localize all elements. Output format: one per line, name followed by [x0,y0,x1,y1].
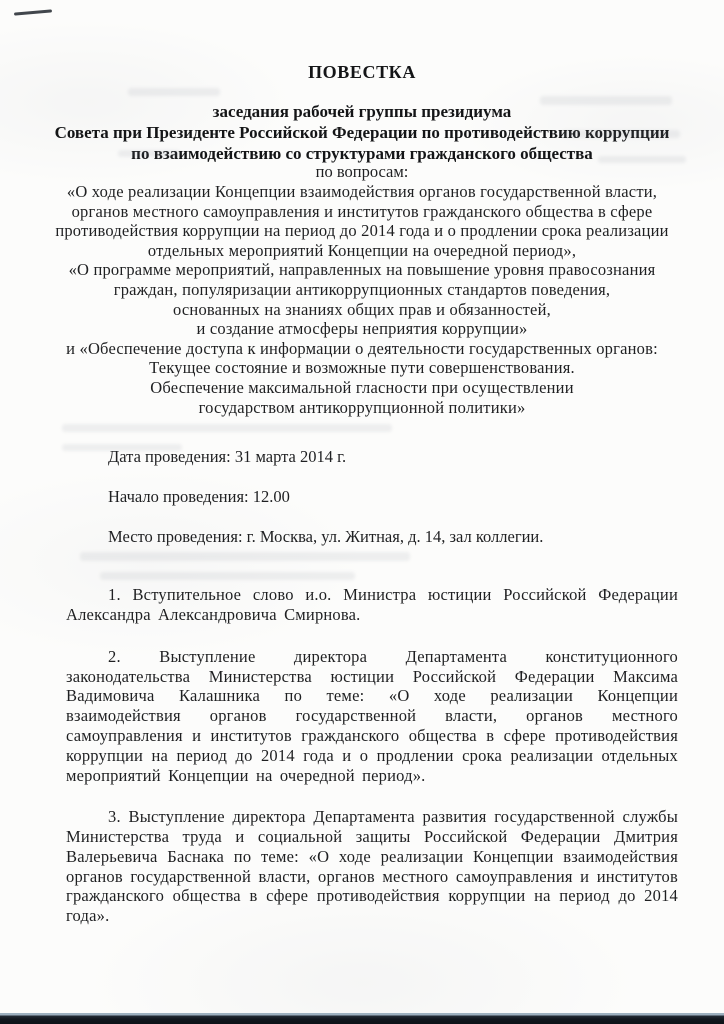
question-line: основанных на знаниях общих прав и обязанностей, [173,299,551,319]
heading-line-2: Совета при Президенте Российской Федерации по противодействию коррупции [54,123,670,142]
question-line: противодействия коррупции на период до 2014 года и о продлении срока реализации [55,221,669,241]
heading-line-3: по взаимодействию со структурами гражданского общества [131,144,593,163]
event-location: Место проведения: г. Москва, ул. Житная, д. 14, зал коллегии. [108,527,544,547]
question-line: и создание атмосферы неприятия коррупции» [196,319,528,339]
agenda-questions [0,182,724,417]
question-line: Обеспечение максимальной гласности при осуществлении [150,377,574,397]
heading-line-1: заседания рабочей группы президиума [212,102,512,121]
question-line: Текущее состояние и возможные пути совершенствования. [149,358,575,378]
document-title: ПОВЕСТКА [308,62,416,82]
question-line: «О ходе реализации Концепции взаимодействия органов государственной власти, [66,182,658,201]
meeting-heading [0,101,724,164]
agenda-item-3: 3. Выступление директора Департамента развития государственной службы Министерства труда и социальной защиты Российской Федерации Дмитрия Валерьевича Баснака по теме: «О ходе реализации Концепции взаимодействия органов государственной власти, органов местного самоуправления и институтов гражданского общества в сфере противодействия коррупции на период до 2014 года». [66,807,678,926]
question-line: «О программе мероприятий, направленных на повышение уровня правосознания [68,260,656,280]
event-date: Дата проведения: 31 марта 2014 г. [108,447,347,467]
scan-edge-artifact [0,1013,724,1024]
bleed-through-artifact [128,88,220,96]
pen-mark-artifact [14,9,52,15]
questions-intro: по вопросам: [315,162,409,181]
agenda-item-1: 1. Вступительное слово и.о. Министра юстиции Российской Федерации Александра Александровича Смирнова. [66,585,678,624]
question-line: отдельных мероприятий Концепции на очередной период», [147,240,577,260]
question-line: государством антикоррупционной политики» [198,397,526,417]
event-details [108,447,724,547]
agenda-items [66,585,678,926]
agenda-item-2: 2. Выступление директора Департамента конституционного законодательства Министерства юстиции Российской Федерации Максима Вадимовича Калашника по теме: «О ходе реализации Концепции взаимодействия органов государственной власти, органов местного самоуправления и институтов гражданского общества в сфере противодействия коррупции на период до 2014 года и о продлении срока реализации отдельных мероприятий Концепции на очередной период». [66,646,678,785]
bleed-through-artifact [80,552,410,561]
bleed-through-artifact [62,424,392,432]
question-line: органов местного самоуправления и институтов гражданского общества в сфере [71,201,653,221]
event-start-time: Начало проведения: 12.00 [108,487,290,507]
question-line: и «Обеспечение доступа к информации о деятельности государственных органов: [66,338,658,358]
question-line: граждан, популяризации антикоррупционных стандартов поведения, [113,279,611,299]
bleed-through-artifact [100,572,355,580]
